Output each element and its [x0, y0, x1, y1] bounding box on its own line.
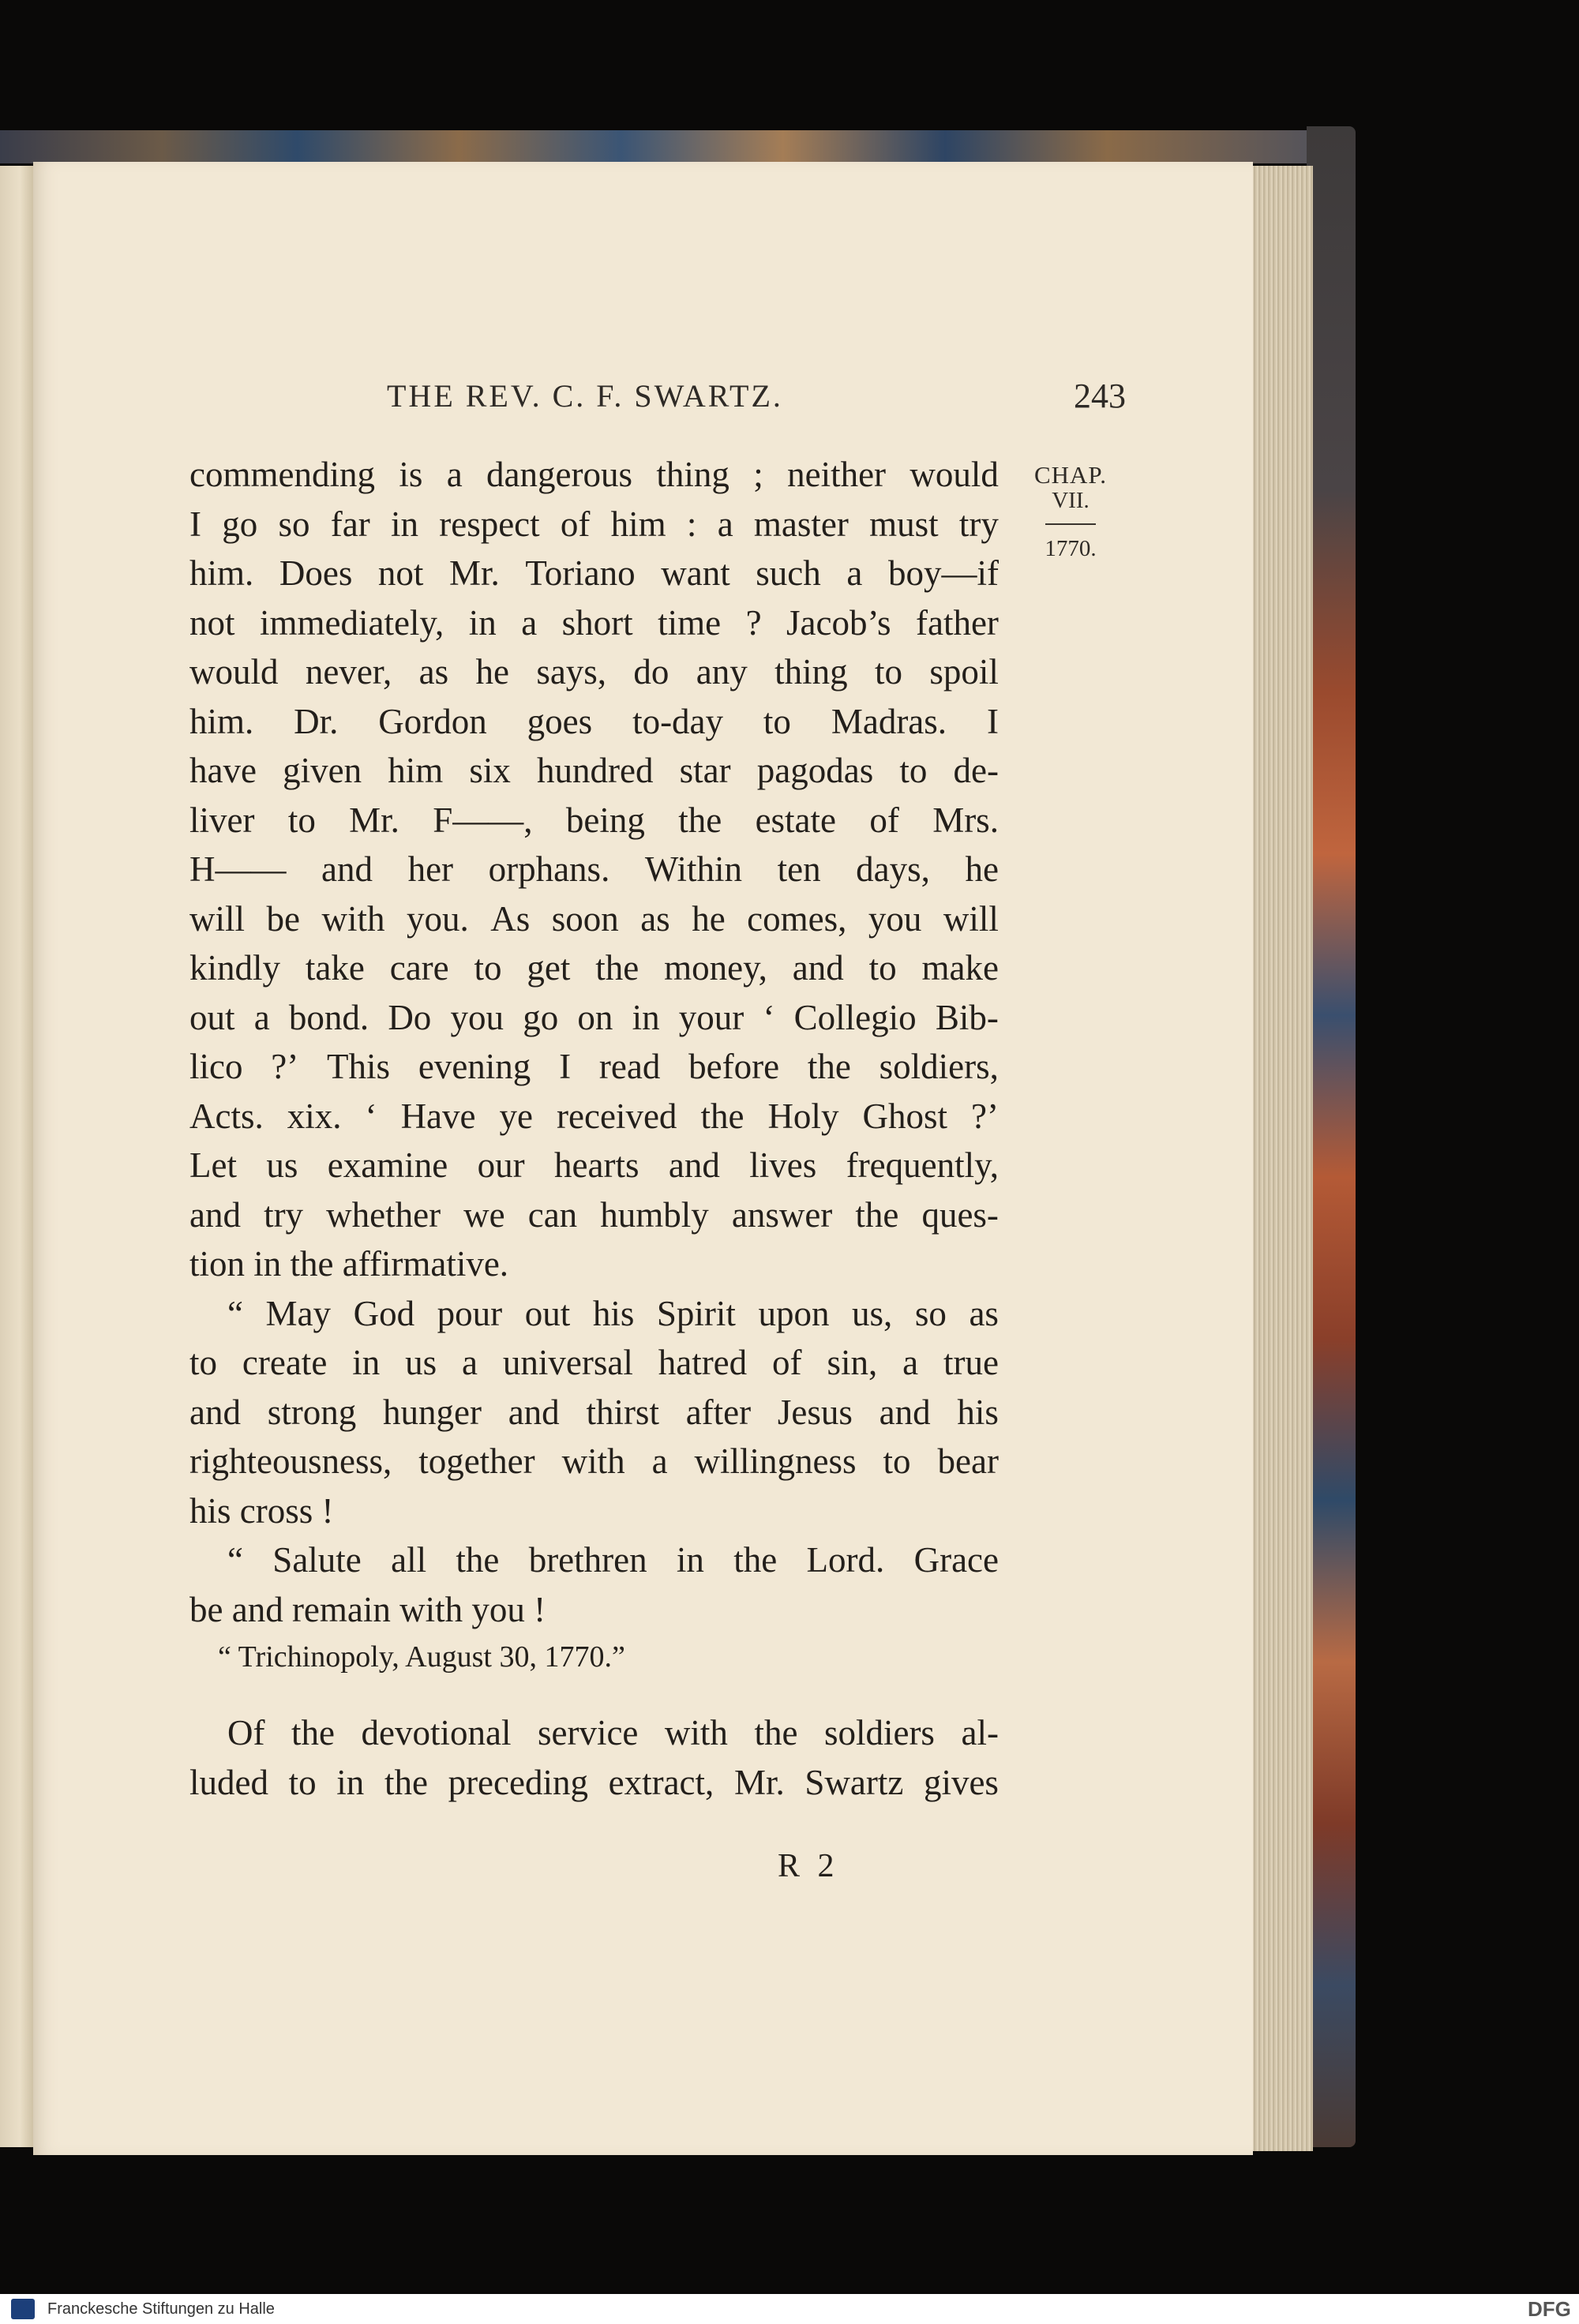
text-line: tion in the affirmative.: [189, 1244, 509, 1284]
dfg-badge: DFG: [1528, 2297, 1571, 2321]
left-page-edge: [0, 166, 35, 2147]
text-line: to create in us a universal hatred of sin, a true: [189, 1343, 999, 1382]
text-line: kindly take care to get the money, and to make: [189, 948, 999, 988]
marbled-board-top: [0, 130, 1350, 163]
text-line: righteousness, together with a willingness to bear: [189, 1441, 999, 1481]
institution-logo-icon: [11, 2299, 35, 2319]
marbled-board-right: [1307, 126, 1356, 2147]
letter-dateline: “ Trichinopoly, August 30, 1770.”: [218, 1640, 625, 1674]
margin-year: 1770.: [1045, 536, 1097, 561]
text-line: his cross !: [189, 1490, 334, 1531]
text-line: him. Dr. Gordon goes to-day to Madras. I: [189, 701, 999, 741]
text-line: have given him six hundred star pagodas to de-: [189, 751, 999, 790]
signature-mark: R 2: [778, 1848, 839, 1884]
text-line: I go so far in respect of him : a master must try: [189, 504, 999, 544]
page-number: 243: [1074, 377, 1126, 415]
text-line: will be with you. As soon as he comes, you will: [189, 898, 999, 939]
text-line: be and remain with you !: [189, 1589, 546, 1629]
text-line: him. Does not Mr. Toriano want such a boy—if: [189, 553, 999, 593]
page-edges: [1251, 166, 1313, 2151]
text-line: luded to in the preceding extract, Mr. Swartz gives: [189, 1762, 999, 1802]
text-line: lico ?’ This evening I read before the soldiers,: [189, 1047, 999, 1086]
text-line: Acts. xix. ‘ Have ye received the Holy Ghost ?’: [189, 1096, 999, 1136]
text-line: “ May God pour out his Spirit upon us, so as: [227, 1293, 999, 1333]
text-line: Let us examine our hearts and lives frequently,: [189, 1145, 999, 1185]
footer-bar: [0, 2294, 1579, 2324]
text-line: “ Salute all the brethren in the Lord. Grace: [227, 1540, 999, 1580]
text-line: not immediately, in a short time ? Jacob’s father: [189, 602, 999, 643]
body-text: [189, 450, 999, 1807]
text-line: Of the devotional service with the soldiers al-: [227, 1713, 999, 1752]
text-line: and try whether we can humbly answer the ques-: [189, 1194, 999, 1235]
text-line: out a bond. Do you go on in your ‘ Collegio Bib-: [189, 997, 999, 1037]
text-line: liver to Mr. F——, being the estate of Mrs.: [189, 800, 999, 840]
chapter-label: CHAP.: [1033, 461, 1107, 489]
paragraph-gap: [189, 1680, 999, 1694]
institution-name: Franckesche Stiftungen zu Halle: [47, 2300, 275, 2318]
text-line: and strong hunger and thirst after Jesus and his: [189, 1392, 999, 1432]
text-line: would never, as he says, do any thing to spoil: [189, 652, 999, 692]
margin-rule: [1045, 523, 1096, 525]
paragraph-gap: [189, 1694, 999, 1708]
text-line: H—— and her orphans. Within ten days, he: [189, 849, 999, 889]
chapter-number: VII.: [1052, 488, 1090, 513]
margin-note: [1023, 462, 1118, 562]
running-head: THE REV. C. F. SWARTZ.: [387, 378, 783, 414]
text-line: commending is a dangerous thing ; neither would: [189, 455, 999, 494]
